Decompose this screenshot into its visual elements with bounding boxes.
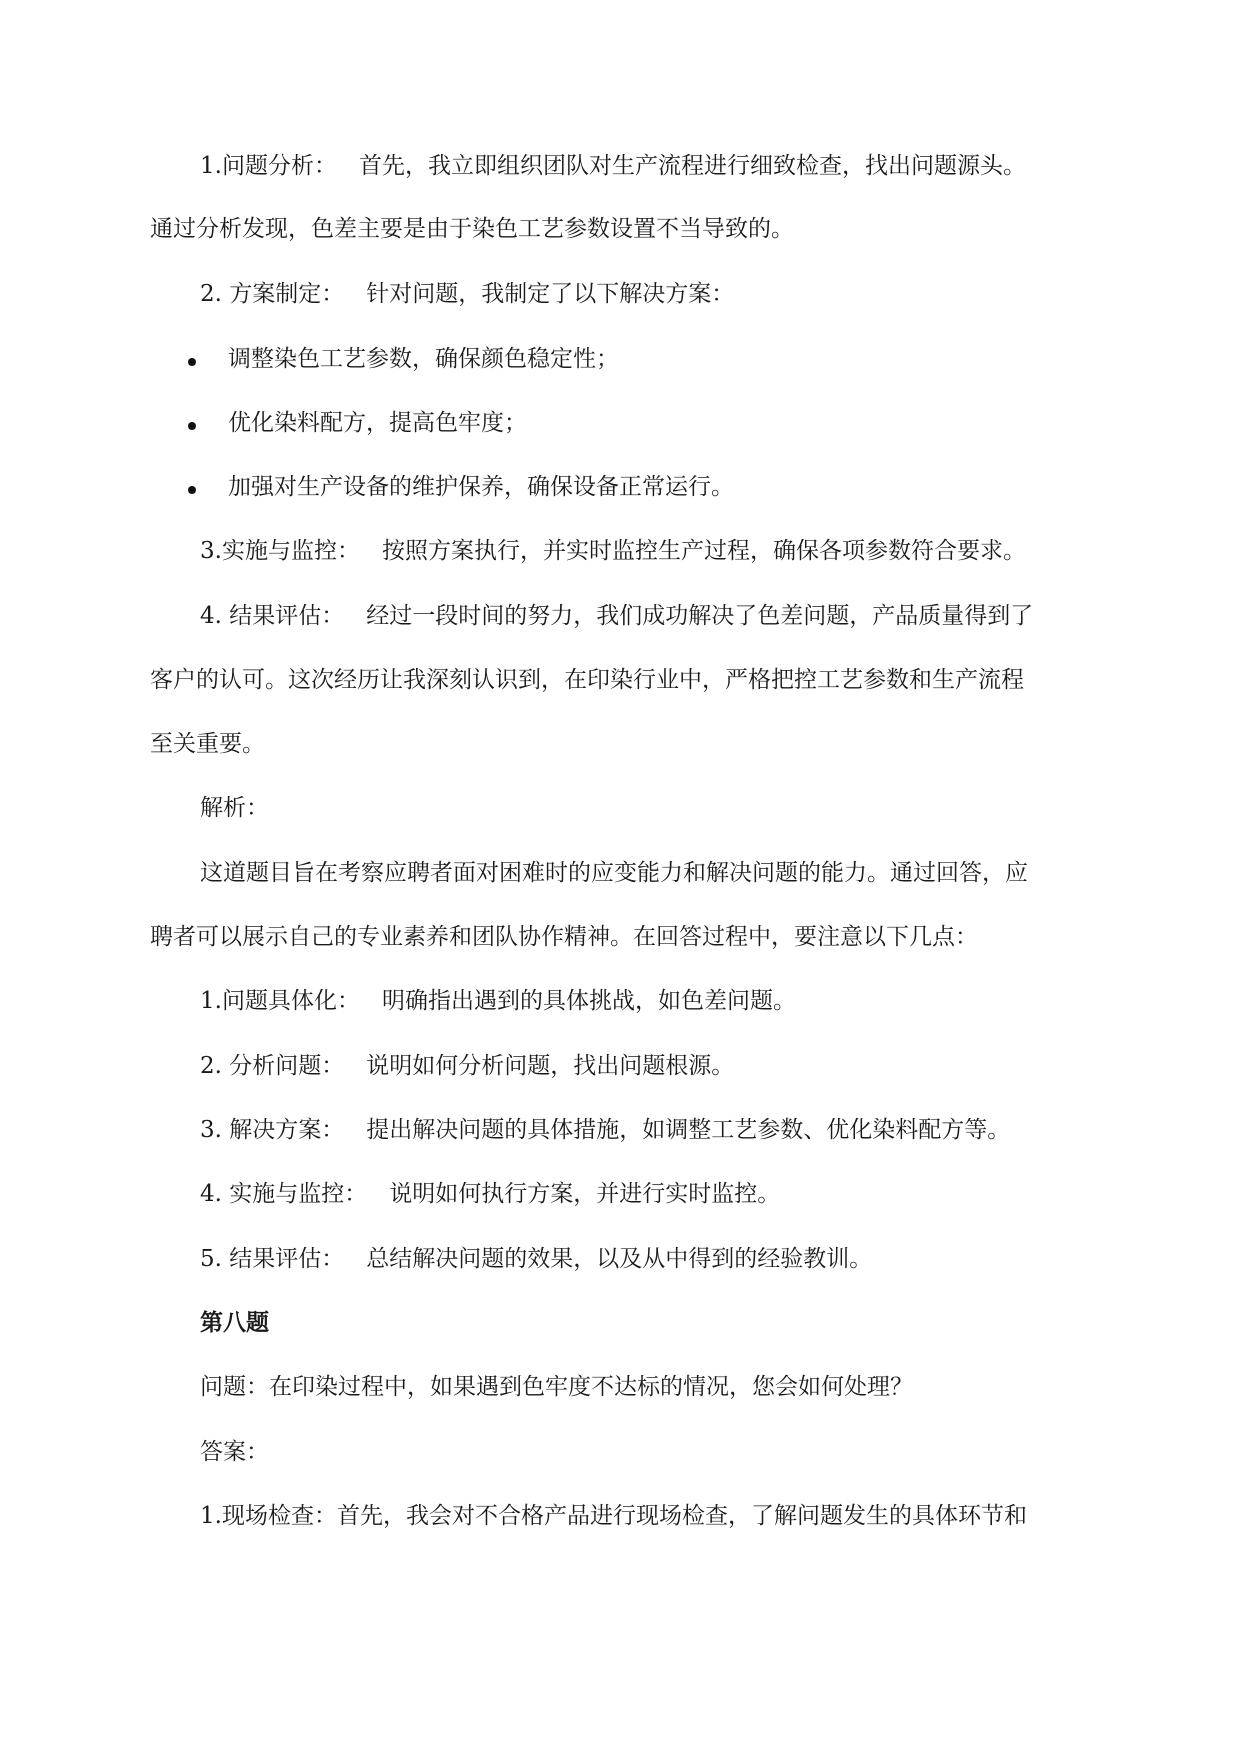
bullet-dot [188, 358, 196, 366]
answer-paragraph: 1.现场检查：首先，我会对不合格产品进行现场检查，了解问题发生的具体环节和 [200, 1503, 1027, 1529]
paragraph-result [200, 600, 1140, 632]
item-text: 提出解决问题的具体措施，如调整工艺参数、优化染料配方等。 [366, 1117, 1011, 1143]
point-item [200, 1178, 1140, 1210]
item-text: 总结解决问题的效果，以及从中得到的经验教训。 [366, 1246, 873, 1272]
item-text: 说明如何执行方案，并进行实时监控。 [389, 1181, 781, 1207]
item-label: 2. 方案制定： [200, 281, 345, 307]
analysis-paragraph-continuation: 聘者可以展示自己的专业素养和团队协作精神。在回答过程中，要注意以下几点： [150, 924, 978, 950]
answer-label: 答案： [200, 1439, 269, 1465]
point-item [200, 1050, 1140, 1082]
item-text: 按照方案执行，并实时监控生产过程，确保各项参数符合要求。 [381, 538, 1026, 564]
item-label: 4. 结果评估： [200, 603, 345, 629]
paragraph-continuation: 客户的认可。这次经历让我深刻认识到，在印染行业中，严格把控工艺参数和生产流程 [150, 667, 1024, 693]
item-text: 明确指出遇到的具体挑战，如色差问题。 [381, 988, 796, 1014]
item-label: 1.问题具体化： [200, 988, 360, 1014]
item-text: 首先，我立即组织团队对生产流程进行细致检查，找出问题源头。 [358, 153, 1026, 179]
list-item: 加强对生产设备的维护保养，确保设备正常运行。 [228, 474, 734, 500]
item-text: 经过一段时间的努力，我们成功解决了色差问题，产品质量得到了 [366, 603, 1034, 629]
paragraph-problem-analysis [200, 150, 1140, 182]
bullet-dot [188, 422, 196, 430]
point-item [200, 985, 1140, 1017]
list-item: 调整染色工艺参数，确保颜色稳定性； [228, 346, 619, 372]
item-label: 3. 解决方案： [200, 1117, 345, 1143]
item-label: 2. 分析问题： [200, 1053, 345, 1079]
point-item [200, 1243, 1140, 1275]
item-label: 4. 实施与监控： [200, 1181, 368, 1207]
paragraph-continuation: 至关重要。 [150, 731, 265, 757]
list-item: 优化染料配方，提高色牢度； [228, 410, 527, 436]
paragraph-plan [200, 278, 1140, 310]
analysis-paragraph: 这道题目旨在考察应聘者面对困难时的应变能力和解决问题的能力。通过回答，应 [200, 860, 1028, 886]
point-item [200, 1114, 1140, 1146]
item-label: 3.实施与监控： [200, 538, 360, 564]
item-label: 1.问题分析： [200, 153, 337, 179]
question-text: 问题：在印染过程中，如果遇到色牢度不达标的情况，您会如何处理？ [200, 1374, 913, 1400]
bullet-dot [188, 486, 196, 494]
analysis-heading: 解析： [200, 795, 269, 821]
paragraph-implementation [200, 535, 1140, 567]
paragraph-continuation: 通过分析发现，色差主要是由于染色工艺参数设置不当导致的。 [150, 216, 794, 242]
item-text: 针对问题，我制定了以下解决方案： [366, 281, 735, 307]
item-text: 说明如何分析问题，找出问题根源。 [366, 1053, 735, 1079]
section-heading: 第八题 [200, 1309, 269, 1336]
item-label: 5. 结果评估： [200, 1246, 345, 1272]
